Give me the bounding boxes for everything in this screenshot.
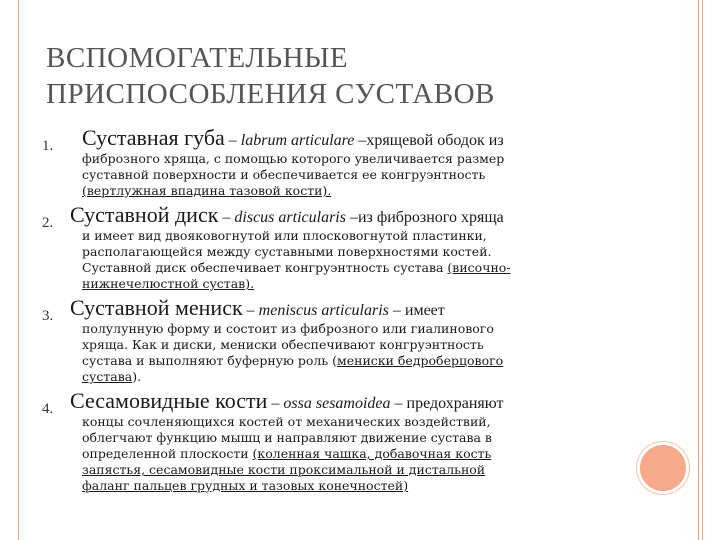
item-example: (височно- [447,260,511,275]
item-body-line [82,369,672,385]
right-frame-line-outer [702,0,703,540]
item-body-line: хряща. Как и диски, мениски обеспечивают конгруэнтность [82,337,484,352]
item-dash: – [218,209,235,226]
right-frame-line [698,0,699,540]
item-dash: – [242,302,259,319]
item-rest: – предохраняют [390,395,504,412]
item-heading [82,125,672,151]
item-example: (коленная чашка, добавочная кость [252,446,492,461]
item-example: нижнечелюстной сустав). [82,276,255,291]
item-example: фаланг пальцев грудных и тазовых конечностей) [82,478,409,493]
item-body-text: сустава и выполняют буферную роль ( [82,353,337,368]
item-term: Суставной диск [70,202,219,227]
item-example: (вертлужная впадина тазовой кости). [82,183,332,198]
slide-title [46,40,666,112]
item-body-text: Суставной диск обеспечивает конгруэнтность сустава [82,260,448,275]
item-body-text: ). [132,369,142,384]
left-frame-line [18,0,19,540]
items-list [42,125,672,500]
item-number: 2. [42,215,54,231]
item-rest: –хрящевой ободок из [354,132,504,149]
item-dash: – [224,132,241,149]
item-rest: – имеет [388,302,445,319]
item-latin: discus articularis [234,209,346,226]
item-body-text: определенной плоскости [82,446,253,461]
item-dash: – [267,395,284,412]
item-body-line: фиброзного хряща, с помощью которого увеличивается размер [82,151,505,166]
list-item-meniscus [42,295,672,385]
item-heading [70,388,672,414]
title-line-2: ПРИСПОСОБЛЕНИЯ СУСТАВОВ [46,78,495,110]
title-line-1: ВСПОМОГАТЕЛЬНЫЕ [46,42,349,74]
item-heading [70,202,672,228]
item-body-line [82,353,672,369]
item-number: 1. [42,138,54,154]
item-number: 3. [42,308,54,324]
list-item-disc [42,202,672,292]
item-body-line: облегчают функцию мышц и направляют движение сустава в [82,430,492,445]
item-example: мениски бедроберцового [337,353,504,368]
item-body-line: располагающейся между суставными поверхностями костей. [82,244,492,259]
item-example: запястья, сесамовидные кости проксимальной и дистальной [82,462,486,477]
item-body-line: концы сочленяющихся костей от механических воздействий, [82,414,491,429]
item-term: Сесамовидные кости [70,388,268,413]
item-body-line [82,446,672,462]
item-example: сустава [82,369,133,384]
list-item-labrum [42,125,672,199]
item-number: 4. [42,401,54,417]
item-latin: ossa sesamoidea [283,395,391,412]
item-body-line [82,260,672,276]
item-body-line: и имеет вид двояковогнутой или плосковогнутой пластинки, [82,228,487,243]
item-heading [70,295,672,321]
item-body-line: суставной поверхности и обеспечивается ее конгруэнтность [82,167,486,182]
item-body-line: полулунную форму и состоит из фиброзного или гиалинового [82,321,494,336]
item-rest: –из фиброзного хряща [345,209,504,226]
item-latin: meniscus articularis [258,302,389,319]
item-term: Суставная губа [82,125,225,150]
item-term: Суставной мениск [70,295,243,320]
item-latin: labrum articulare [240,132,355,149]
list-item-sesamoid [42,388,672,494]
